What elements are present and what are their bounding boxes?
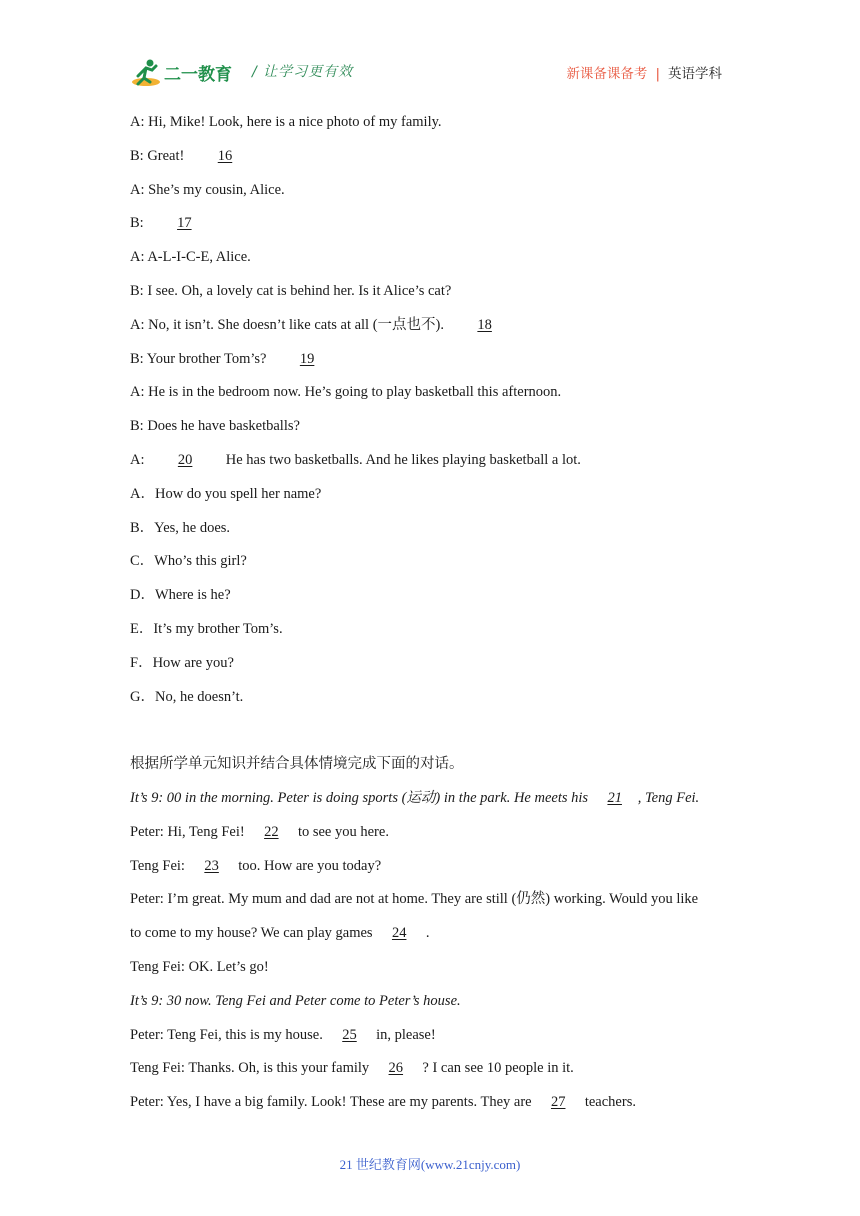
section-gap <box>130 720 730 754</box>
dialogue-line: Teng Fei: Thanks. Oh, is this your family 26 ? I can see 10 people in it. <box>130 1060 574 1077</box>
header-right <box>566 62 722 82</box>
section-instruction: 根据所学单元知识并结合具体情境完成下面的对话。 <box>130 756 464 773</box>
dialogue-line: A: 20 He has two basketballs. And he likes playing basketball a lot. <box>130 451 581 468</box>
dialogue-line: Peter: Teng Fei, this is my house. 25 in, please! <box>130 1026 436 1043</box>
dialogue-line: A: She’s my cousin, Alice. <box>130 181 285 198</box>
blank-18: 18 <box>477 316 492 333</box>
header-tag: 新课备课备考 <box>566 66 648 82</box>
blank-27: 27 <box>550 1094 566 1111</box>
dialogue-line: to come to my house? We can play games 24 . <box>130 925 430 942</box>
page-header <box>0 0 860 100</box>
option-d: D．Where is he? <box>130 587 231 604</box>
header-separator: | <box>655 66 660 82</box>
blank-16: 16 <box>217 147 233 164</box>
option-a: A．How do you spell her name? <box>130 485 322 502</box>
dialogue-line: Peter: I’m great. My mum and dad are not at home. They are still (仍然) working. Would you like <box>130 891 699 908</box>
option-c: C．Who’s this girl? <box>130 553 247 570</box>
blank-25: 25 <box>342 1026 357 1043</box>
dialogue-line: A: No, it isn’t. She doesn’t like cats at all (一点也不). 18 <box>130 315 730 349</box>
dialogue-line: A: Hi, Mike! Look, here is a nice photo of my family. <box>130 114 442 130</box>
blank-22: 22 <box>264 823 279 840</box>
blank-20: 20 <box>177 451 193 468</box>
dialogue-line: B: Your brother Tom’s? 19 <box>130 349 730 383</box>
dialogue-line: Peter: Yes, I have a big family. Look! These are my parents. They are 27 teachers. <box>130 1094 636 1111</box>
option-e: E．It’s my brother Tom’s. <box>130 620 283 637</box>
dialogue-line: B: Does he have basketballs? <box>130 418 300 435</box>
slogan: / 让学习更有效 <box>252 64 354 80</box>
dialogue-line: A: He is in the bedroom now. He’s going to play basketball this afternoon. <box>130 384 562 401</box>
option-b: B．Yes, he does. <box>130 519 231 536</box>
dialogue-line: Teng Fei: OK. Let’s go! <box>130 958 269 975</box>
dialogue-line: Teng Fei: 23 too. How are you today? <box>130 857 382 874</box>
blank-26: 26 <box>388 1060 404 1077</box>
svg-text:二一教育: 二一教育 <box>164 65 232 85</box>
blank-21: 21 <box>607 789 622 806</box>
page-footer[interactable]: 21 世纪教育网(www.21cnjy.com) <box>339 1157 521 1172</box>
logo <box>130 56 245 90</box>
option-f: F．How are you? <box>130 654 234 671</box>
blank-23: 23 <box>204 857 219 874</box>
option-g: G．No, he doesn’t. <box>130 688 244 705</box>
blank-19: 19 <box>299 350 315 367</box>
narration-line: It’s 9: 00 in the morning. Peter is doing sports (运动) in the park. He meets his 21 , Teng Fei. <box>130 789 700 806</box>
dialogue-line: B: I see. Oh, a lovely cat is behind her. Is it Alice’s cat? <box>130 282 452 299</box>
blank-17: 17 <box>177 215 192 232</box>
header-subject: 英语学科 <box>668 66 722 82</box>
dialogue-line: B: Great! 16 <box>130 146 730 180</box>
blank-24: 24 <box>391 925 407 942</box>
dialogue-line: Peter: Hi, Teng Fei! 22 to see you here. <box>130 823 389 840</box>
document-body <box>130 112 730 1126</box>
narration-line: It’s 9: 30 now. Teng Fei and Peter come to Peter’s house. <box>130 992 461 1009</box>
dialogue-line: B: 17 <box>130 213 730 247</box>
dialogue-line: A: A-L-I-C-E, Alice. <box>130 249 251 266</box>
